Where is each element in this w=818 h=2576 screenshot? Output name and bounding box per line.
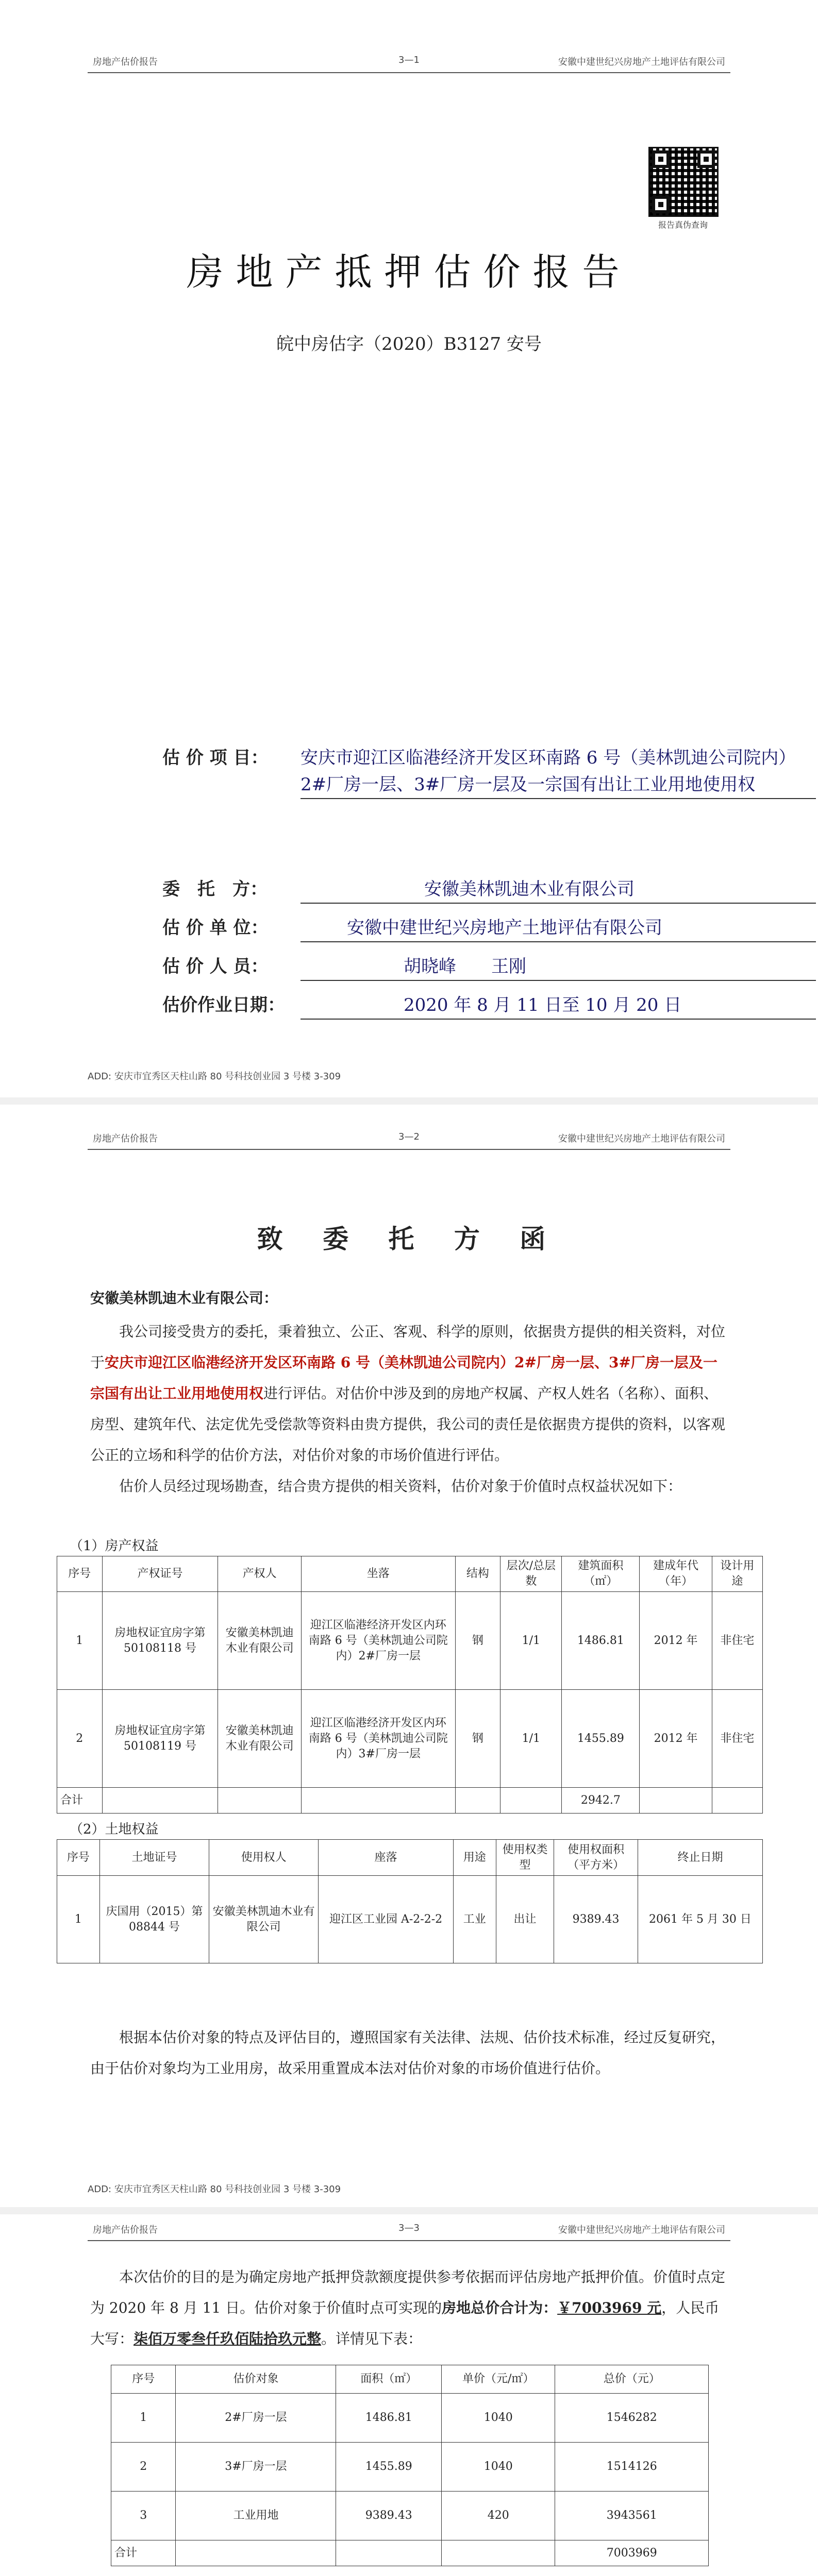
para4-amount-words: 柒佰万零叁仟玖佰陆拾玖元整	[133, 2330, 322, 2347]
letter-paragraph-4	[90, 2262, 729, 2354]
table-cell: 1455.89	[562, 1690, 640, 1788]
table-cell: 1455.89	[336, 2443, 442, 2492]
para4-total-amount: ￥7003969 元	[557, 2299, 662, 2316]
table-header: 建筑面积（㎡）	[562, 1556, 640, 1592]
table-header: 序号	[57, 1556, 103, 1592]
table-cell: 2	[111, 2443, 176, 2492]
table-cell: 420	[442, 2492, 555, 2540]
header-left: 房地产估价报告	[93, 2225, 158, 2235]
table-cell: 1/1	[500, 1592, 562, 1690]
table-header: 建成年代（年）	[640, 1556, 712, 1592]
table-cell: 安徽美林凯迪木业有限公司	[209, 1876, 319, 1963]
table-cell: 非住宅	[712, 1690, 762, 1788]
header-right: 安徽中建世纪兴房地产土地评估有限公司	[558, 1133, 725, 1144]
page-header	[88, 1128, 730, 1150]
para4-total-label: 房地总价合计为：	[442, 2299, 558, 2316]
table-header: 单价（元/㎡）	[442, 2365, 555, 2394]
table-header: 终止日期	[638, 1840, 762, 1876]
header-right: 安徽中建世纪兴房地产土地评估有限公司	[558, 57, 725, 67]
table-cell: 工业	[453, 1876, 496, 1963]
table-cell: 3	[111, 2492, 176, 2540]
report-title: 房地产抵押估价报告	[186, 250, 632, 294]
table-cell: 1/1	[500, 1690, 562, 1788]
table-cell: 钢	[455, 1690, 500, 1788]
letter-title: 致 委 托 方 函	[257, 1224, 561, 1254]
table-cell: 1	[57, 1876, 100, 1963]
table-total-row	[111, 2540, 709, 2566]
table-header-row	[111, 2365, 709, 2394]
total-value: 2942.7	[562, 1788, 640, 1814]
para1-text-a: 我公司接受贵方的委托，秉着独立、公正、客观、科学的原则，依据贵方提供的相关资料，对位于	[90, 1323, 726, 1371]
cover-page	[0, 0, 818, 1097]
table-header: 使用权人	[209, 1840, 319, 1876]
table-cell: 钢	[455, 1592, 500, 1690]
table-header: 用途	[453, 1840, 496, 1876]
table-header: 层次/总层数	[500, 1556, 562, 1592]
letter-paragraph-2: 估价人员经过现场勘查，结合贵方提供的相关资料，估价对象于价值时点权益状况如下：	[119, 1478, 682, 1495]
table-header: 产权证号	[102, 1556, 218, 1592]
table-row	[57, 1876, 763, 1963]
table-cell: 1486.81	[336, 2394, 442, 2443]
table-cell: 1	[111, 2394, 176, 2443]
total-label: 合计	[57, 1788, 103, 1814]
table-header: 序号	[111, 2365, 176, 2394]
total-label: 合计	[111, 2540, 176, 2566]
table-cell: 迎江区工业园 A-2-2-2	[319, 1876, 454, 1963]
table-header: 估价对象	[176, 2365, 336, 2394]
field-value: 胡晓峰 王刚	[301, 953, 816, 981]
para4-text-d: 。详情见下表：	[321, 2330, 423, 2347]
page-separator	[0, 2207, 818, 2214]
header-page-number: 3—1	[398, 55, 420, 65]
table-cell: 1514126	[555, 2443, 709, 2492]
table-cell: 房地权证宜房字第 50108118 号	[102, 1592, 218, 1690]
page-separator	[0, 1097, 818, 1105]
table-cell: 2012 年	[640, 1690, 712, 1788]
letter-paragraph-3: 根据本估价对象的特点及评估目的，遵照国家有关法律、法规、估价技术标准，经过反复研究，由于估价对象均为工业用房，故采用重置成本法对估价对象的市场价值进行估价。	[90, 2029, 726, 2077]
field-label: 估 价 单 位：	[162, 918, 269, 938]
table-header: 序号	[57, 1840, 100, 1876]
table-cell: 2012 年	[640, 1592, 712, 1690]
table-row	[111, 2443, 709, 2492]
field-value: 安徽美林凯迪木业有限公司	[301, 876, 816, 904]
para1-highlight: 安庆市迎江区临港经济开发区环南路 6 号（美林凯迪公司院内）2#厂房一层、3#厂房一层及一宗国有出让工业用地使用权	[90, 1354, 717, 1402]
table-row	[57, 1592, 763, 1690]
house-rights-table	[57, 1556, 763, 1814]
table-row	[57, 1690, 763, 1788]
table-cell: 1546282	[555, 2394, 709, 2443]
field-value: 安徽中建世纪兴房地产土地评估有限公司	[301, 914, 816, 942]
page-footer: ADD: 安庆市宜秀区天柱山路 80 号科技创业园 3 号楼 3-309	[88, 2184, 341, 2195]
table-header: 面积（㎡）	[336, 2365, 442, 2394]
table-total-row	[57, 1788, 763, 1814]
table-cell: 1040	[442, 2394, 555, 2443]
land-rights-caption: （2）土地权益	[70, 1822, 159, 1837]
table-cell: 2061 年 5 月 30 日	[638, 1876, 762, 1963]
letter-paragraph-1	[90, 1316, 729, 1471]
field-label: 估 价 人 员：	[162, 956, 269, 977]
field-label: 委 托 方：	[162, 879, 268, 900]
table-cell: 安徽美林凯迪木业有限公司	[218, 1592, 301, 1690]
table-header: 总价（元）	[555, 2365, 709, 2394]
table-row	[111, 2394, 709, 2443]
table-cell: 非住宅	[712, 1592, 762, 1690]
para4-text-a: 本次估价的目的是为确定房地产抵押贷款额度提供参考依据而评估房地产抵押价值。价值时点定为 2020 年 8 月 11 日。估价对象于价值时点可实现的	[90, 2268, 726, 2316]
table-cell: 1	[57, 1592, 103, 1690]
table-header: 产权人	[218, 1556, 301, 1592]
table-cell: 1040	[442, 2443, 555, 2492]
field-label: 估价作业日期：	[162, 995, 285, 1015]
house-rights-caption: （1）房产权益	[70, 1538, 159, 1554]
table-header: 使用权面积（平方米）	[554, 1840, 638, 1876]
para4-text-c: ，人民币大写：	[90, 2299, 720, 2347]
table-cell: 迎江区临港经济开发区内环南路 6 号（美林凯迪公司院内）2#厂房一层	[301, 1592, 455, 1690]
para1-text-b: 进行评估。对估价中涉及到的房地产权属、产权人姓名（名称）、面积、房型、建筑年代、法定优先受偿款等资料由贵方提供，我公司的责任是依据贵方提供的资料，以客观公正的立场和科学的估价方法，对估价对象的市场价值进行评估。	[90, 1385, 726, 1464]
table-cell: 房地权证宜房字第 50108119 号	[102, 1690, 218, 1788]
qr-caption: 报告真伪查询	[658, 220, 708, 230]
page-header	[88, 2219, 730, 2241]
table-cell: 9389.43	[554, 1876, 638, 1963]
table-cell: 庆国用（2015）第 08844 号	[99, 1876, 209, 1963]
table-header-row	[57, 1556, 763, 1592]
table-header: 结构	[455, 1556, 500, 1592]
letter-addressee: 安徽美林凯迪木业有限公司：	[90, 1290, 278, 1307]
table-cell: 3#厂房一层	[176, 2443, 336, 2492]
table-cell: 9389.43	[336, 2492, 442, 2540]
header-page-number: 3—3	[398, 2223, 420, 2233]
header-left: 房地产估价报告	[93, 57, 158, 67]
header-left: 房地产估价报告	[93, 1133, 158, 1144]
table-header: 坐落	[301, 1556, 455, 1592]
table-header: 使用权类型	[496, 1840, 554, 1876]
header-page-number: 3—2	[398, 1131, 420, 1142]
valuation-table	[111, 2365, 709, 2566]
field-label: 估 价 项 目：	[162, 748, 269, 768]
table-cell: 安徽美林凯迪木业有限公司	[218, 1690, 301, 1788]
page-footer: ADD: 安庆市宜秀区天柱山路 80 号科技创业园 3 号楼 3-309	[88, 1071, 341, 1082]
table-cell: 2	[57, 1690, 103, 1788]
table-header: 座落	[319, 1840, 454, 1876]
table-header-row	[57, 1840, 763, 1876]
field-value: 2020 年 8 月 11 日至 10 月 20 日	[301, 992, 816, 1020]
table-cell: 工业用地	[176, 2492, 336, 2540]
table-cell: 迎江区临港经济开发区内环南路 6 号（美林凯迪公司院内）3#厂房一层	[301, 1690, 455, 1788]
field-value: 安庆市迎江区临港经济开发区环南路 6 号（美林凯迪公司院内）2#厂房一层、3#厂房一层及一宗国有出让工业用地使用权	[301, 744, 816, 799]
table-cell: 3943561	[555, 2492, 709, 2540]
table-header: 土地证号	[99, 1840, 209, 1876]
qr-code-icon[interactable]	[648, 147, 719, 217]
table-cell: 出让	[496, 1876, 554, 1963]
land-rights-table	[57, 1839, 763, 1963]
header-right: 安徽中建世纪兴房地产土地评估有限公司	[558, 2225, 725, 2235]
table-row	[111, 2492, 709, 2540]
report-number: 皖中房估字（2020）B3127 安号	[276, 334, 542, 354]
table-header: 设计用途	[712, 1556, 762, 1592]
page-header	[88, 52, 730, 73]
total-value: 7003969	[555, 2540, 709, 2566]
table-cell: 1486.81	[562, 1592, 640, 1690]
table-cell: 2#厂房一层	[176, 2394, 336, 2443]
